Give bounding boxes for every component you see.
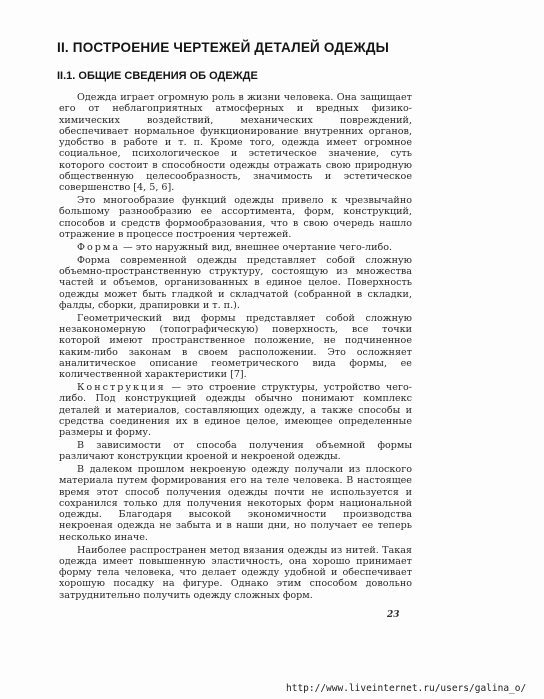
- source-url-watermark: http://www.liveinternet.ru/users/galina_o/: [286, 683, 527, 694]
- body-text: [59, 92, 412, 603]
- section-title: II.1. ОБЩИЕ СВЕДЕНИЯ ОБ ОДЕЖДЕ: [57, 70, 258, 82]
- konstrukciya-definition: — это строение структуры, устройство чего-либо. Под конструкцией одежды обычно понимают комплекс деталей и материалов, составляющих одежду, а также способы и средства соединения их в единое целое, имеющее определенные размеры и форму.: [59, 381, 412, 439]
- paragraph-forma: [59, 242, 412, 253]
- term-forma: Форма: [77, 241, 121, 253]
- paragraph-7: Наиболее распространен метод вязания одежды из нитей. Такая одежда имеет повышенную эластичность, она хорошо принимает форму тела человека, что делает одежду удобной и обеспечивает хорошую посадку на фигуре. Однако этим способом довольно затруднительно получить одежду сложных форм.: [59, 544, 412, 601]
- chapter-title: II. ПОСТРОЕНИЕ ЧЕРТЕЖЕЙ ДЕТАЛЕЙ ОДЕЖДЫ: [57, 40, 390, 55]
- paragraph-konstrukciya: [59, 382, 412, 438]
- term-konstrukciya: Конструкция: [77, 381, 166, 393]
- paragraph-1: Одежда играет огромную роль в жизни человека. Она защищает его от неблагоприятных атмосферных и вредных физико-химических воздействий, механических повреждений, обеспечивает нормальное функционирование внутренних органов, удобство в работе и т. п. Кроме того, одежда имеет огромное социальное, психологическое и эстетическое значение, суть которого состоит в способности одежды отражать свою природную общественную целесообразность, значимость и эстетическое совершенство [4, 5, 6].: [59, 92, 412, 194]
- paragraph-4: Геометрический вид формы представляет собой сложную незакономерную (топографическую) поверхность, все точки которой имеют пространственное положение, не подчиненное каким-либо законам в своем расположении. Это осложняет аналитическое описание геометрического вида формы, ее количественной характеристики [7].: [59, 312, 412, 381]
- page-number: 23: [387, 610, 400, 620]
- paragraph-3: Форма современной одежды представляет собой сложную объемно-пространственную структуру, состоящую из множества частей и объемов, организованных в единое целое. Поверхность одежды может быть гладкой и складчатой (собранной в складки, фалды, сборки, драпировки и т. п.).: [59, 254, 412, 311]
- paragraph-5: В зависимости от способа получения объемной формы различают конструкции кроеной и некроеной одежды.: [59, 439, 412, 463]
- forma-definition: — это наружный вид, внешнее очертание чего-либо.: [120, 241, 393, 253]
- paragraph-2: Это многообразие функций одежды привело к чрезвычайно большому разнообразию ее ассортимента, форм, конструкций, способов и средств формообразования, что в свою очередь нашло отражение в процессе построения чертежей.: [59, 195, 412, 241]
- paragraph-6: В далеком прошлом некроеную одежду получали из плоского материала путем формирования его на теле человека. В настоящее время этот способ получения одежды почти не используется и сохранился только для получения некоторых форм национальной одежды. Благодаря высокой экономичности производства некроеная одежда не забыта и в наши дни, но получает ее теперь несколько иначе.: [59, 464, 412, 543]
